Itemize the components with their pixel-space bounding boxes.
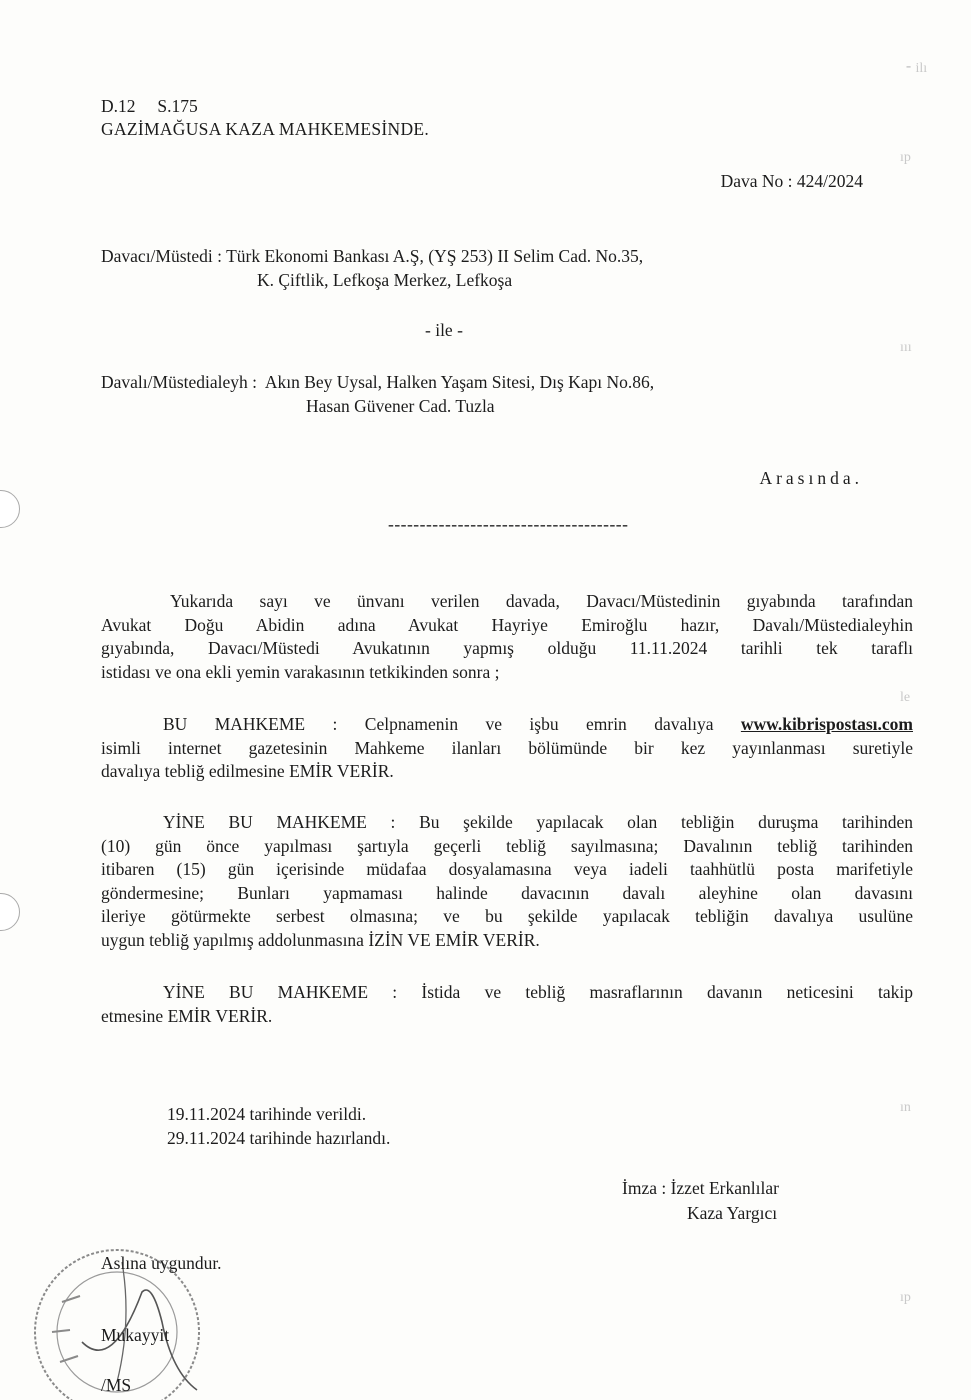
- plaintiff-line1: Türk Ekonomi Bankası A.Ş, (YŞ 253) II Selim Cad. No.35,: [226, 246, 644, 266]
- bleed-mark: ıp: [900, 150, 911, 165]
- punch-hole: [0, 893, 20, 931]
- punch-hole: [0, 490, 20, 528]
- date-prepared: 29.11.2024 tarihinde hazırlandı.: [167, 1128, 391, 1148]
- date-given: 19.11.2024 tarihinde verildi.: [167, 1104, 367, 1124]
- paragraph-line: [101, 713, 913, 737]
- paragraph-line: göndermesine; Bunları yapmaması halinde davacının davalı aleyhine olan davasını: [101, 882, 913, 903]
- paragraph-line: Yukarıda sayı ve ünvanı verilen davada, Davacı/Müstedinin gıyabında tarafından: [170, 591, 913, 611]
- registrar-label: Mukayyit: [101, 1325, 170, 1345]
- certified-true-copy: Aslına uygundur.: [101, 1253, 222, 1273]
- defendant-line2: Hasan Güvener Cad. Tuzla: [306, 396, 495, 416]
- bleed-mark: le: [900, 690, 911, 705]
- paragraph-line: gıyabında, Davacı/Müstedi Avukatının yapmış olduğu 11.11.2024 tarihli tek taraflı: [101, 638, 913, 658]
- paragraph-line: uygun tebliğ yapılmış addolunmasına İZİN VE EMİR VERİR.: [101, 929, 540, 950]
- defendant-block: [101, 372, 654, 393]
- paragraph-line: etmesine EMİR VERİR.: [101, 1005, 273, 1026]
- bleed-mark: ııı: [900, 340, 912, 355]
- reference-line: [101, 96, 198, 117]
- ile-separator: - ile -: [425, 320, 463, 340]
- bleed-mark: ıp: [900, 1290, 911, 1305]
- bleed-mark: ın: [900, 1100, 911, 1115]
- newspaper-url: www.kibrispostası.com: [740, 714, 913, 734]
- judge-signature: İmza : İzzet Erkanlılar: [622, 1178, 779, 1198]
- paragraph-line: (10) gün önce yapılması şartıyla geçerli tebliğ sayılmasına; Davalının tebliğ tarihinden: [101, 835, 913, 856]
- plaintiff-label: Davacı/Müstedi :: [101, 246, 223, 266]
- initials: /MS: [101, 1375, 132, 1395]
- ref-s: S.175: [157, 96, 198, 116]
- court-seal-stamp: [22, 1222, 212, 1400]
- plaintiff-line2: K. Çiftlik, Lefkoşa Merkez, Lefkoşa: [257, 270, 513, 290]
- paragraph-line: davalıya tebliğ edilmesine EMİR VERİR.: [101, 761, 394, 781]
- paragraph-line: istidası ve ona ekli yemin varakasının tetkikinden sonra ;: [101, 661, 500, 682]
- divider-line: --------------------------------------: [388, 514, 629, 534]
- paragraph-order-1: [101, 713, 913, 784]
- defendant-line1: Akın Bey Uysal, Halken Yaşam Sitesi, Dış Kapı No.86,: [264, 372, 655, 392]
- order-1-text: BU MAHKEME : Celpnamenin ve işbu emrin davalıya: [163, 714, 714, 734]
- paragraph-line: ileriye götürmekte serbest olmasına; ve bu şekilde yapılacak tebliğin davalıya usulüne: [101, 906, 913, 926]
- paragraph-line: Avukat Doğu Abidin adına Avukat Hayriye Emiroğlu hazır, Davalı/Müstedialeyhin: [101, 614, 913, 635]
- paragraph-line: itibaren (15) gün içerisinde müdafaa dosyalamasına veya iadeli taahhütlü posta marifetiyle: [101, 859, 913, 879]
- court-name: GAZİMAĞUSA KAZA MAHKEMESİNDE.: [101, 119, 430, 139]
- paragraph-preamble: [101, 590, 913, 684]
- defendant-label: Davalı/Müstedialeyh :: [101, 372, 258, 392]
- paragraph-line: YİNE BU MAHKEME : Bu şekilde yapılacak olan tebliğin duruşma tarihinden: [163, 812, 913, 832]
- paragraph-order-2: [101, 811, 913, 952]
- bleed-mark: ⁃ ilı: [905, 61, 928, 76]
- plaintiff-block: [101, 246, 643, 267]
- case-number: Dava No : 424/2024: [720, 171, 863, 191]
- judge-title: Kaza Yargıcı: [687, 1203, 778, 1223]
- ref-d: D.12: [101, 96, 136, 116]
- paragraph-line: YİNE BU MAHKEME : İstida ve tebliğ masraflarının davanın neticesini takip: [163, 982, 913, 1002]
- paragraph-order-3: [101, 981, 913, 1028]
- paragraph-line: isimli internet gazetesinin Mahkeme ilanları bölümünde bir kez yayınlanması suretiyle: [101, 737, 913, 758]
- arasinda: Arasında.: [759, 468, 863, 488]
